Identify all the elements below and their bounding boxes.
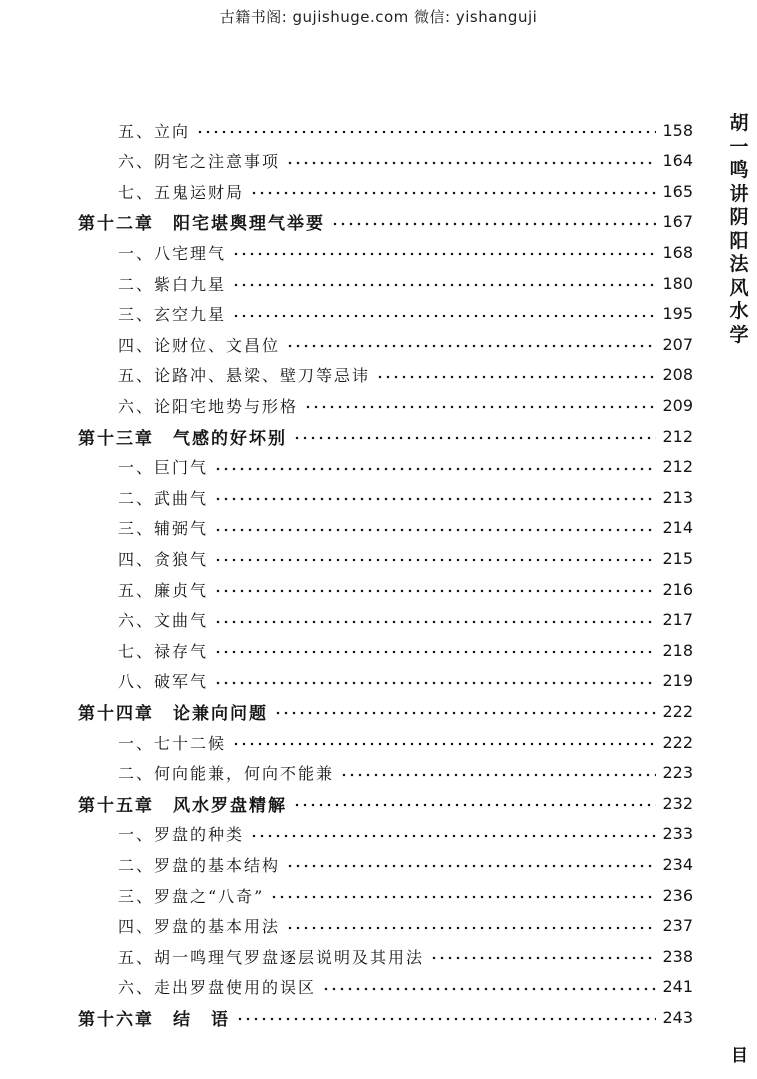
dot-leader: [196, 129, 656, 135]
dot-leader: [286, 343, 656, 349]
toc-section-row: [118, 914, 693, 938]
toc-entry-title: 第十六章 结 语: [78, 1009, 230, 1030]
toc-entry-title: 第十五章 风水罗盘精解: [78, 795, 287, 816]
toc-page-number: 168: [662, 242, 693, 262]
contents-marker: 目: [731, 1046, 748, 1066]
side-title-char: 胡: [729, 112, 749, 134]
toc-section-row: [118, 975, 693, 999]
dot-leader: [376, 374, 656, 380]
toc-section-row: [118, 669, 693, 693]
side-title-char: 阴: [729, 206, 749, 228]
dot-leader: [293, 435, 656, 441]
toc-section-row: [118, 730, 693, 754]
toc-page-number: 195: [662, 304, 693, 324]
toc-page-number: 214: [662, 518, 693, 538]
running-book-title: [727, 112, 751, 347]
toc-chapter-row: [78, 424, 693, 448]
side-title-char: 水: [729, 300, 749, 322]
toc-entry-title: 三、辅弼气: [118, 519, 209, 539]
toc-page-number: 243: [662, 1007, 693, 1027]
toc-section-row: [118, 332, 693, 356]
toc-page-number: 167: [662, 212, 693, 232]
toc-entry-title: 二、紫白九星: [118, 274, 227, 294]
dot-leader: [250, 833, 656, 839]
side-title-char: 讲: [729, 182, 749, 205]
toc-section-row: [118, 944, 693, 968]
toc-entry-title: 六、论阳宅地势与形格: [118, 396, 299, 416]
toc-entry-title: 三、玄空九星: [118, 305, 227, 325]
toc-entry-title: 一、七十二候: [118, 733, 227, 753]
dot-leader: [232, 282, 656, 288]
side-title-char: 法: [729, 253, 749, 275]
toc-section-row: [118, 577, 693, 601]
dot-leader: [232, 313, 656, 319]
dot-leader: [214, 466, 656, 472]
toc-entry-title: 三、罗盘之“八奇”: [118, 886, 265, 906]
side-title-char: 阳: [729, 229, 749, 252]
toc-section-row: [118, 118, 693, 142]
toc-page-number: 237: [662, 916, 693, 936]
toc-section-row: [118, 852, 693, 876]
toc-entry-title: 一、罗盘的种类: [118, 825, 245, 845]
toc-page-number: 158: [662, 120, 693, 140]
toc-page-number: 212: [662, 426, 693, 446]
dot-leader: [214, 557, 656, 563]
toc-entry-title: 一、巨门气: [118, 458, 209, 478]
toc-section-row: [118, 485, 693, 509]
toc-section-row: [118, 271, 693, 295]
toc-entry-title: 二、罗盘的基本结构: [118, 855, 281, 875]
toc-page-number: 218: [662, 640, 693, 660]
toc-entry-title: 五、论路冲、悬梁、壁刀等忌讳: [118, 366, 371, 386]
toc-page-number: 216: [662, 579, 693, 599]
toc-page-number: 164: [662, 151, 693, 171]
toc-section-row: [118, 516, 693, 540]
toc-entry-title: 第十二章 阳宅堪舆理气举要: [78, 214, 325, 235]
dot-leader: [232, 251, 656, 257]
toc-page-number: 207: [662, 334, 693, 354]
toc-entry-title: 第十四章 论兼向问题: [78, 703, 268, 724]
dot-leader: [214, 527, 656, 533]
toc-entry-title: 四、贪狼气: [118, 549, 209, 569]
toc-page-number: 236: [662, 885, 693, 905]
dot-leader: [214, 588, 656, 594]
dot-leader: [214, 496, 656, 502]
toc-chapter-row: [78, 210, 693, 234]
dot-leader: [270, 894, 656, 900]
toc-page-number: 213: [662, 487, 693, 507]
toc-page-number: 180: [662, 273, 693, 293]
dot-leader: [322, 986, 656, 992]
side-title-char: 风: [729, 276, 749, 299]
dot-leader: [340, 772, 656, 778]
toc-section-row: [118, 761, 693, 785]
toc-entry-title: 二、武曲气: [118, 488, 209, 508]
dot-leader: [232, 741, 656, 747]
dot-leader: [286, 160, 656, 166]
dot-leader: [331, 221, 656, 227]
toc-entry-title: 四、罗盘的基本用法: [118, 917, 281, 937]
toc-section-row: [118, 638, 693, 662]
toc-entry-title: 四、论财位、文昌位: [118, 335, 281, 355]
toc-page-number: 233: [662, 824, 693, 844]
toc-section-row: [118, 883, 693, 907]
side-title-char: 一: [729, 135, 749, 158]
toc-page-number: 219: [662, 671, 693, 691]
toc-page-number: 223: [662, 763, 693, 783]
toc-chapter-row: [78, 699, 693, 723]
dot-leader: [293, 802, 656, 808]
toc-section-row: [118, 546, 693, 570]
toc-entry-title: 二、何向能兼，何向不能兼: [118, 764, 335, 784]
toc-entry-title: 七、五鬼运财局: [118, 182, 245, 202]
toc-page-number: 222: [662, 701, 693, 721]
toc-entry-title: 八、破军气: [118, 672, 209, 692]
toc-section-row: [118, 149, 693, 173]
toc-page-number: 209: [662, 395, 693, 415]
toc-page-number: 208: [662, 365, 693, 385]
toc-entry-title: 五、胡一鸣理气罗盘逐层说明及其用法: [118, 947, 425, 967]
toc-chapter-row: [78, 791, 693, 815]
toc-entry-title: 七、禄存气: [118, 641, 209, 661]
toc-entry-title: 六、阴宅之注意事项: [118, 152, 281, 172]
toc-page-number: 222: [662, 732, 693, 752]
toc-entry-title: 五、廉贞气: [118, 580, 209, 600]
toc-entry-title: 第十三章 气感的好坏别: [78, 428, 287, 449]
side-title-char: 学: [729, 323, 749, 346]
toc-page-number: 232: [662, 793, 693, 813]
toc-section-row: [118, 455, 693, 479]
toc-section-row: [118, 822, 693, 846]
toc-section-row: [118, 393, 693, 417]
toc-page-number: 212: [662, 457, 693, 477]
toc-chapter-row: [78, 1005, 693, 1029]
dot-leader: [304, 404, 656, 410]
dot-leader: [286, 925, 656, 931]
dot-leader: [250, 190, 656, 196]
toc-section-row: [118, 302, 693, 326]
toc-page-number: 165: [662, 181, 693, 201]
toc-page-number: 241: [662, 977, 693, 997]
dot-leader: [274, 710, 656, 716]
toc-entry-title: 五、立向: [118, 121, 191, 141]
toc-entry-title: 六、文曲气: [118, 611, 209, 631]
toc-page-number: 238: [662, 946, 693, 966]
toc-entry-title: 一、八宅理气: [118, 243, 227, 263]
side-title-char: 鸣: [729, 159, 749, 181]
toc-section-row: [118, 363, 693, 387]
toc-page-number: 215: [662, 548, 693, 568]
dot-leader: [214, 619, 656, 625]
dot-leader: [236, 1016, 656, 1022]
dot-leader: [214, 649, 656, 655]
dot-leader: [214, 680, 656, 686]
toc-page-number: 217: [662, 610, 693, 630]
toc-section-row: [118, 240, 693, 264]
toc-section-row: [118, 608, 693, 632]
dot-leader: [286, 863, 656, 869]
toc-section-row: [118, 179, 693, 203]
toc-page-number: 234: [662, 854, 693, 874]
watermark-header: 古籍书阁: gujishuge.com 微信: yishanguji: [219, 8, 538, 26]
dot-leader: [430, 955, 656, 961]
toc-entry-title: 六、走出罗盘使用的误区: [118, 978, 317, 998]
